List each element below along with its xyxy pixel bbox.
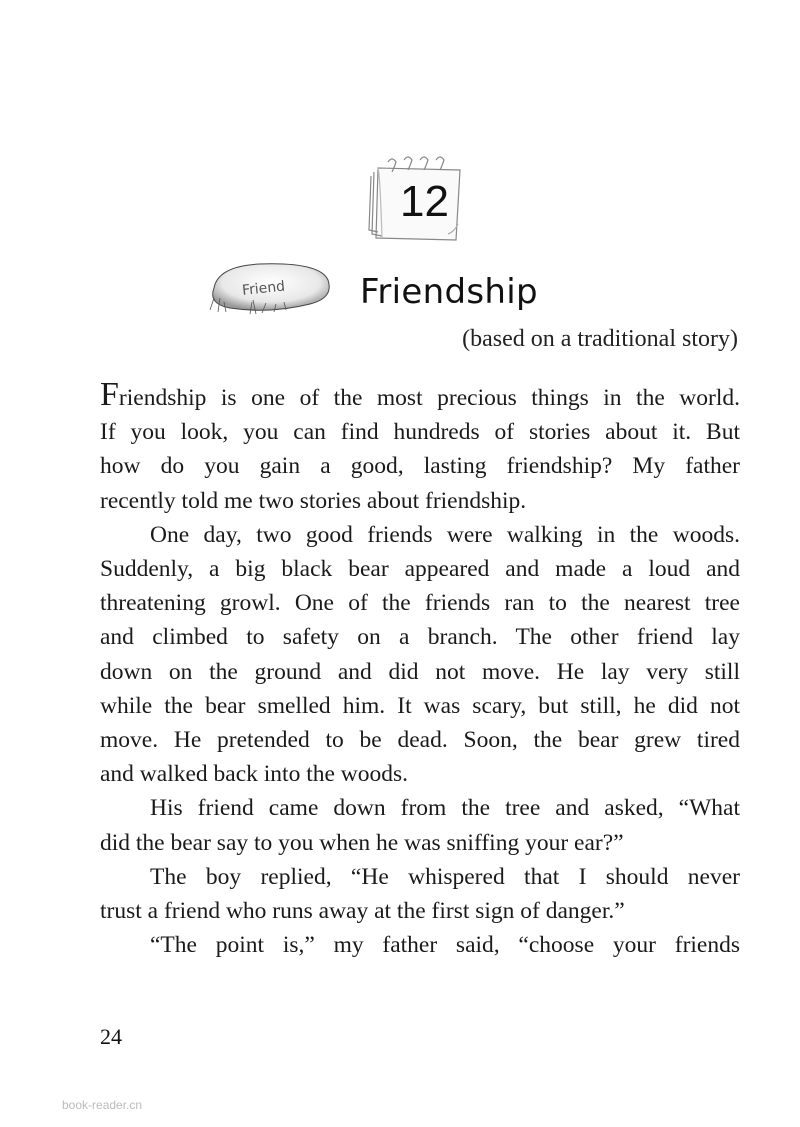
rock-label: Friend (241, 278, 286, 299)
paragraph-line: and walked back into the woods. (100, 761, 409, 788)
paragraph-line: trust a friend who runs away at the first sign of danger.” (100, 898, 625, 925)
watermark: book-reader.cn (62, 1098, 143, 1112)
paragraph-line: One day, two good friends were walking in the woods. (150, 521, 740, 548)
paragraph-line: Suddenly, a big black bear appeared and made a loud and (100, 556, 740, 583)
paragraph-line: did the bear say to you when he was sniffing your ear?” (100, 829, 624, 856)
paragraph-line: threatening growl. One of the friends ran to the nearest tree (100, 590, 740, 617)
paragraph-line: while the bear smelled him. It was scary, but still, he did not (100, 692, 740, 719)
paragraph-line: recently told me two stories about friendship. (100, 487, 527, 514)
paragraph-line: down on the ground and did not move. He lay very still (100, 658, 740, 685)
paragraph-line: The boy replied, “He whispered that I should never (150, 863, 740, 890)
paragraph-line: His friend came down from the tree and asked, “What (150, 795, 740, 822)
paragraph-line: move. He pretended to be dead. Soon, the bear grew tired (100, 727, 740, 754)
drop-cap: F (100, 376, 119, 413)
page-number: 24 (100, 1024, 122, 1049)
chapter-subtitle: (based on a traditional story) (462, 326, 738, 352)
paragraph-line: how do you gain a good, lasting friendship? My father (100, 453, 740, 480)
paragraph-line: Friendship is one of the most precious things in the world. (100, 376, 740, 413)
story-body (100, 378, 740, 962)
friend-rock-icon (200, 258, 340, 318)
paragraph-line: “The point is,” my father said, “choose your friends (150, 932, 740, 959)
paragraph-line: and climbed to safety on a branch. The other friend lay (100, 624, 740, 651)
paragraph-line: If you look, you can find hundreds of stories about it. But (100, 419, 740, 446)
chapter-number: 12 (400, 177, 449, 226)
chapter-title: Friendship (360, 272, 538, 312)
